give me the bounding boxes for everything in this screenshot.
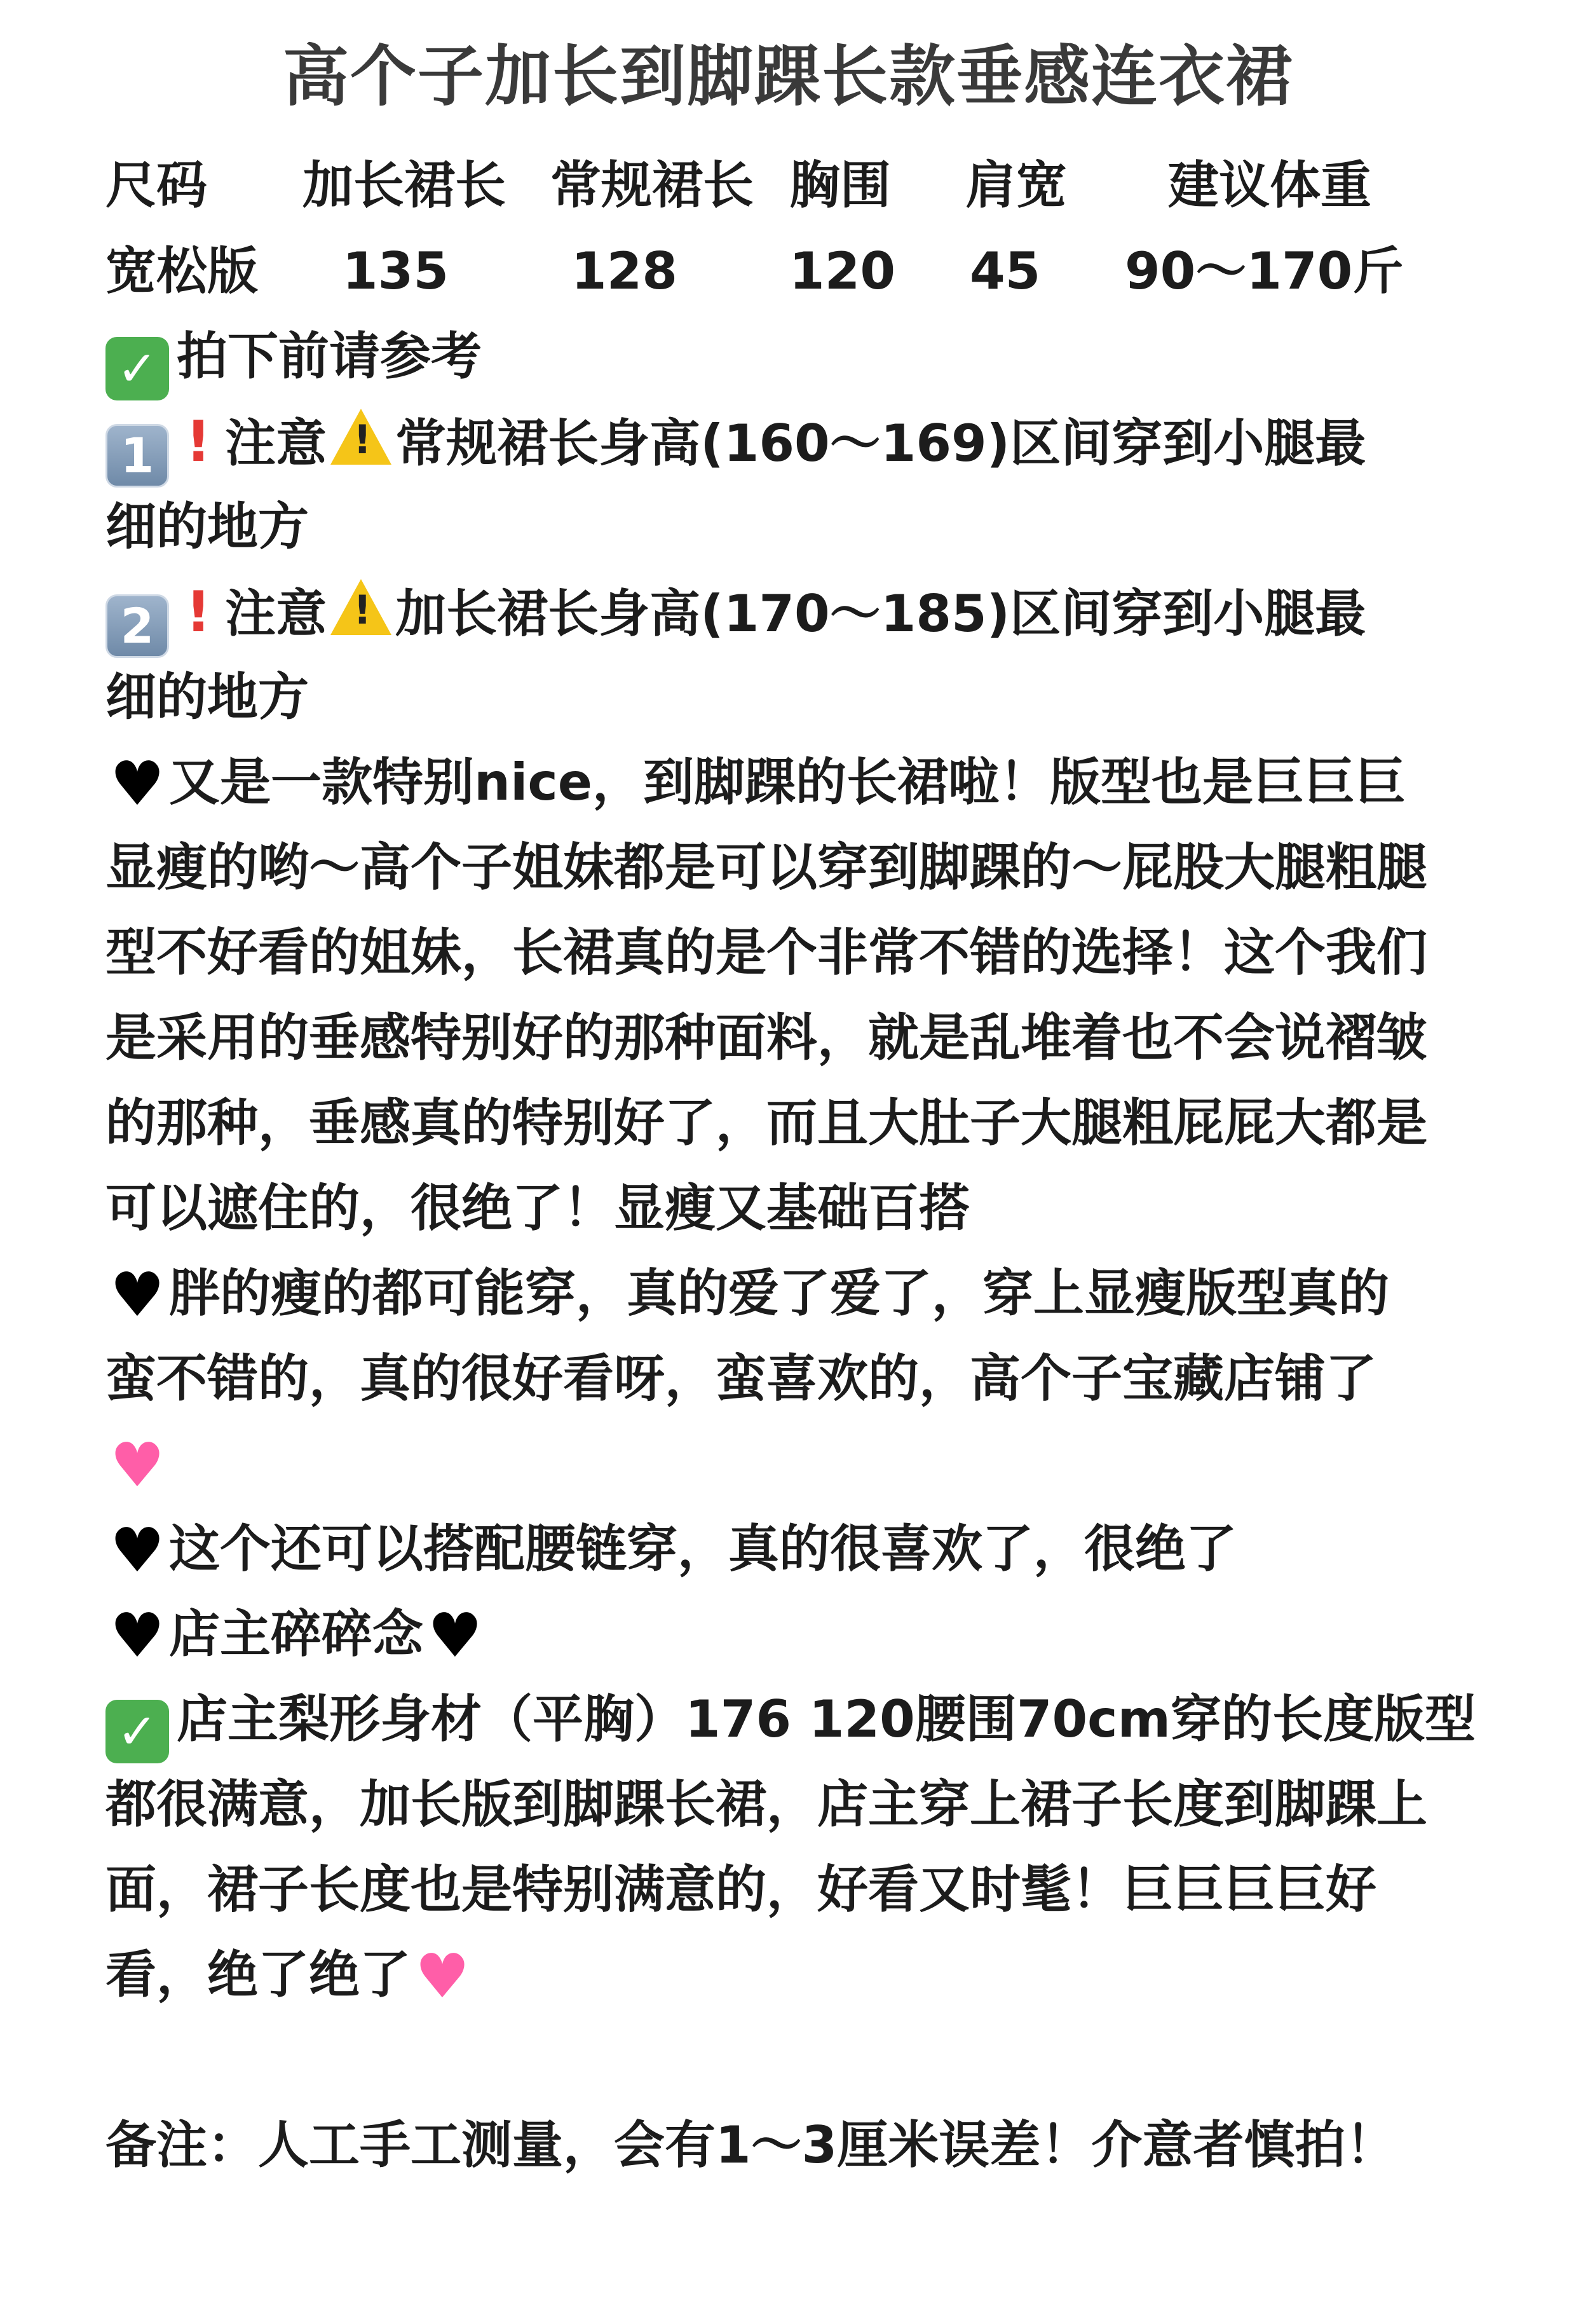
keycap-one-icon: 1 bbox=[105, 424, 169, 488]
paragraph-line-text: 又是一款特别nice，到脚踝的长裙啦！版型也是巨巨巨 bbox=[169, 753, 1406, 812]
note-item-2-text: 加长裙长身高(170～185)区间穿到小腿最 bbox=[395, 584, 1366, 643]
cell-size: 宽松版 bbox=[105, 242, 258, 301]
description-paragraph-5 bbox=[105, 1677, 1504, 2018]
check-mark-icon: ✓ bbox=[105, 1700, 169, 1763]
header-regular-length: 常规裙长 bbox=[550, 156, 754, 215]
page-title: 高个子加长到脚踝长款垂感连衣裙 bbox=[282, 38, 1293, 115]
paragraph-line-text: 看，绝了绝了 bbox=[105, 1945, 411, 2004]
paragraph-line-text: 胖的瘦的都可能穿，真的爱了爱了，穿上显瘦版型真的 bbox=[169, 1264, 1389, 1323]
pink-heart-icon: ♥ bbox=[109, 1430, 165, 1501]
warning-icon bbox=[330, 579, 391, 635]
description-paragraph-2 bbox=[105, 1251, 1504, 1507]
note-item-1-cont: 细的地方 bbox=[105, 497, 309, 556]
red-exclamation-icon: ! bbox=[186, 409, 212, 474]
note-item-1-label: 注意 bbox=[225, 414, 327, 473]
remark: 备注：人工手工测量，会有1～3厘米误差！介意者慎拍！ bbox=[105, 2116, 1397, 2175]
keycap-two-icon: 2 bbox=[105, 594, 169, 658]
cell-weight: 90～170斤 bbox=[1125, 242, 1404, 301]
paragraph-line bbox=[105, 740, 1504, 825]
paragraph-line bbox=[105, 1592, 1504, 1677]
paragraph-line: 是采用的垂感特别好的那种面料，就是乱堆着也不会说褶皱 bbox=[105, 1008, 1427, 1067]
paragraph-line: 蛮不错的，真的很好看呀，蛮喜欢的，高个子宝藏店铺了 bbox=[105, 1349, 1376, 1408]
header-bust: 胸围 bbox=[789, 156, 891, 215]
cell-long-length: 135 bbox=[343, 242, 449, 301]
pink-heart-icon: ♥ bbox=[414, 1941, 470, 2012]
description-paragraph-3 bbox=[105, 1507, 1504, 1592]
paragraph-line bbox=[105, 1507, 1504, 1592]
paragraph-line: 可以遮住的，很绝了！显瘦又基础百搭 bbox=[105, 1179, 970, 1238]
warning-icon bbox=[330, 409, 391, 465]
description-paragraph-1 bbox=[105, 740, 1504, 1251]
header-weight: 建议体重 bbox=[1168, 156, 1371, 215]
note-item-1-text: 常规裙长身高(160～169)区间穿到小腿最 bbox=[395, 414, 1366, 473]
black-heart-icon: ♥ bbox=[109, 1515, 165, 1586]
note-item-2-label: 注意 bbox=[225, 584, 327, 643]
paragraph-line bbox=[105, 1677, 1504, 1762]
black-heart-icon: ♥ bbox=[109, 1259, 165, 1330]
paragraph-line bbox=[105, 1421, 1504, 1507]
paragraph-line: 型不好看的姐妹，长裙真的是个非常不错的选择！这个我们 bbox=[105, 923, 1427, 982]
paragraph-line: 面，裙子长度也是特别满意的，好看又时髦！巨巨巨巨好 bbox=[105, 1860, 1376, 1919]
cell-bust: 120 bbox=[789, 242, 895, 301]
reference-note-text: 拍下前请参考 bbox=[177, 327, 482, 386]
check-mark-icon: ✓ bbox=[105, 337, 169, 400]
red-exclamation-icon: ! bbox=[186, 579, 212, 645]
paragraph-line: 显瘦的哟～高个子姐妹都是可以穿到脚踝的～屁股大腿粗腿 bbox=[105, 838, 1427, 897]
header-shoulder: 肩宽 bbox=[965, 156, 1067, 215]
reference-note bbox=[105, 314, 1504, 400]
black-heart-icon: ♥ bbox=[109, 748, 165, 819]
header-long-length: 加长裙长 bbox=[302, 156, 506, 215]
paragraph-line bbox=[105, 1251, 1504, 1336]
paragraph-line-text: 这个还可以搭配腰链穿，真的很喜欢了，很绝了 bbox=[169, 1519, 1237, 1578]
cell-shoulder: 45 bbox=[970, 242, 1041, 301]
paragraph-line: 都很满意，加长版到脚踝长裙，店主穿上裙子长度到脚踝上 bbox=[105, 1775, 1427, 1834]
note-item-2 bbox=[105, 570, 1504, 658]
black-heart-icon: ♥ bbox=[109, 1600, 165, 1671]
paragraph-line-text: 店主碎碎念 bbox=[169, 1604, 423, 1664]
paragraph-line-text: 店主梨形身材（平胸）176 120腰围70cm穿的长度版型 bbox=[177, 1690, 1476, 1749]
black-heart-icon: ♥ bbox=[427, 1600, 483, 1671]
header-size: 尺码 bbox=[105, 156, 207, 215]
description-paragraph-4 bbox=[105, 1592, 1504, 1677]
paragraph-line: 的那种，垂感真的特别好了，而且大肚子大腿粗屁屁大都是 bbox=[105, 1093, 1427, 1152]
note-item-1 bbox=[105, 399, 1504, 488]
note-item-2-cont: 细的地方 bbox=[105, 667, 309, 727]
paragraph-line bbox=[105, 1932, 1504, 2018]
cell-regular-length: 128 bbox=[571, 242, 677, 301]
